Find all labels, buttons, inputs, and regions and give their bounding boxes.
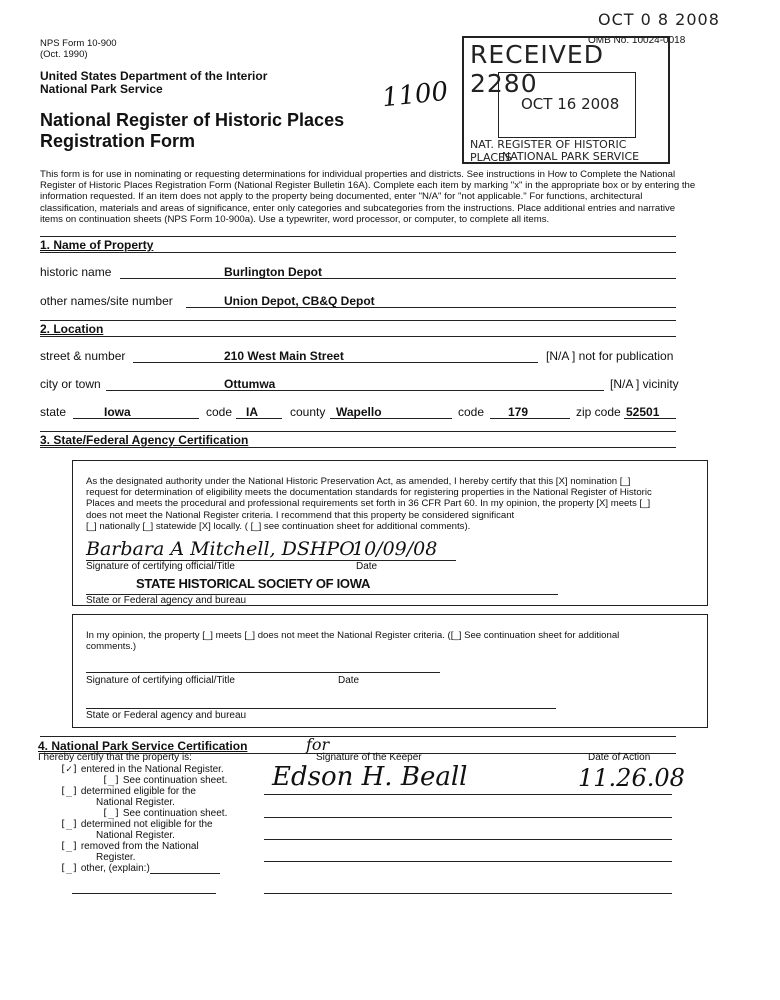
option-removed[interactable]: [_] removed from the National xyxy=(60,841,199,852)
received-date: OCT 16 2008 xyxy=(521,95,620,113)
dept-line1: United States Department of the Interior xyxy=(40,69,268,83)
received-org-line1: NAT. REGISTER OF HISTORIC PLACES xyxy=(470,138,627,164)
keeper-label: Signature of the Keeper xyxy=(316,752,422,763)
instruction-line: This form is for use in nominating or requesting determinations for individual properties and districts. See instructions in How to Complete the National xyxy=(40,169,676,180)
cert-line: Places and meets the procedural and professional requirements set forth in 36 CFR Part 60. In my opinion, the property [X] meets [_] xyxy=(86,498,651,510)
cert-line: As the designated authority under the National Historic Preservation Act, as amended, I hereby certify that this [X] nomination [_] xyxy=(86,476,631,487)
state-value: Iowa xyxy=(104,405,131,419)
city-value: Ottumwa xyxy=(224,377,276,391)
certification-text xyxy=(86,476,696,532)
agency-label: State or Federal agency and bureau xyxy=(86,595,247,606)
nps-cert-intro: I hereby certify that the property is: xyxy=(38,752,192,763)
top-date-stamp: OCT 0 8 2008 xyxy=(598,10,720,29)
form-title-line2: Registration Form xyxy=(40,131,196,151)
sig2-label: Signature of certifying official/Title xyxy=(86,675,235,686)
section1-heading: 1. Name of Property xyxy=(40,238,154,252)
opinion-text xyxy=(86,630,696,652)
cert-line: request for determination of eligibility meets the documentation standards for registering properties in the National Register of Historic xyxy=(86,487,652,499)
received-org-line2: NATIONAL PARK SERVICE xyxy=(502,150,640,163)
option-entered[interactable]: [✓] entered in the National Register. xyxy=(60,764,224,775)
keeper-for: for xyxy=(306,735,330,754)
state-agency-stamp: STATE HISTORICAL SOCIETY OF IOWA xyxy=(136,576,371,591)
county-label: county xyxy=(290,405,326,419)
keeper-signature: Edson H. Beall xyxy=(272,762,468,792)
instruction-line: information requested. If an item does not apply to the property being documented, enter "N/A" for "not applicable." For functions, architectural xyxy=(40,191,643,203)
action-date-label: Date of Action xyxy=(588,752,651,763)
section3-heading: 3. State/Federal Agency Certification xyxy=(40,433,249,447)
other-names-label: other names/site number xyxy=(40,294,173,308)
state-label: state xyxy=(40,405,67,419)
street-label: street & number xyxy=(40,349,126,363)
handwritten-number: 1100 xyxy=(380,76,450,114)
opinion-line: comments.) xyxy=(86,641,137,653)
form-id: NPS Form 10-900 xyxy=(40,38,117,49)
state-official-signature: Barbara A Mitchell, DSHPO xyxy=(86,538,355,560)
vicinity: [N/A ] vicinity xyxy=(610,377,679,391)
received-stamp xyxy=(462,36,670,164)
date-label: Date xyxy=(356,561,378,572)
received-date-box xyxy=(498,72,636,138)
instruction-line: items on continuation sheets (NPS Form 10-900a). Use a typewriter, word processor, or computer, to complete all items. xyxy=(40,213,550,225)
state-code-value: IA xyxy=(246,405,258,419)
zip-value: 52501 xyxy=(626,405,660,419)
instruction-line: Register of Historic Places Registration Form (National Register Bulletin 16A). Complete each item by marking "x" in the appropriate box or by entering the xyxy=(40,180,696,192)
date2-label: Date xyxy=(338,675,360,686)
cert-line: does not meet the National Register criteria. I recommend that this property be considered significant xyxy=(86,509,515,521)
instruction-line: classification, materials and areas of significance, enter only categories and subcategories from the instructions. Place additional entries and narrative xyxy=(40,202,676,214)
sig-label: Signature of certifying official/Title xyxy=(86,561,235,572)
city-label: city or town xyxy=(40,377,101,391)
action-date: 11.26.08 xyxy=(578,764,685,792)
option-entered-continuation[interactable]: [_] See continuation sheet. xyxy=(102,775,228,786)
form-date: (Oct. 1990) xyxy=(40,49,88,60)
county-value: Wapello xyxy=(336,405,382,419)
option-eligible-continuation[interactable]: [_] See continuation sheet. xyxy=(102,808,228,819)
historic-name-value: Burlington Depot xyxy=(224,265,322,279)
zip-label: zip code xyxy=(576,405,621,419)
option-not-eligible-cont: National Register. xyxy=(96,830,175,841)
historic-name-label: historic name xyxy=(40,265,112,279)
county-code-label: code xyxy=(458,405,485,419)
dept-line2: National Park Service xyxy=(40,82,163,96)
instructions xyxy=(40,169,770,225)
option-not-eligible[interactable]: [_] determined not eligible for the xyxy=(60,819,213,830)
not-for-publication: [N/A ] not for publication xyxy=(546,349,674,363)
agency2-label: State or Federal agency and bureau xyxy=(86,710,247,721)
state-sign-date: 10/09/08 xyxy=(352,538,438,560)
option-eligible-cont: National Register. xyxy=(96,797,175,808)
county-code-value: 179 xyxy=(508,405,529,419)
received-text: RECEIVED 2280 xyxy=(470,40,604,98)
option-removed-cont: Register. xyxy=(96,852,136,863)
opinion-line: In my opinion, the property [_] meets [_] does not meet the National Register criteria. ([_] See continuation sheet for additional xyxy=(86,630,620,641)
nps-cert-options xyxy=(60,764,227,874)
section2-heading: 2. Location xyxy=(40,322,104,336)
section4-heading: 4. National Park Service Certification xyxy=(38,739,248,753)
omb-number: OMB No. 10024-0018 xyxy=(588,35,686,46)
state-code-label: code xyxy=(206,405,233,419)
street-value: 210 West Main Street xyxy=(224,349,344,363)
cert-line: [_] nationally [_] statewide [X] locally. ( [_] see continuation sheet for additional comments). xyxy=(86,520,471,532)
option-other[interactable]: [_] other, (explain:) xyxy=(60,863,150,874)
form-title-line1: National Register of Historic Places xyxy=(40,110,345,130)
other-names-value: Union Depot, CB&Q Depot xyxy=(224,294,375,308)
option-eligible[interactable]: [_] determined eligible for the xyxy=(60,786,196,797)
